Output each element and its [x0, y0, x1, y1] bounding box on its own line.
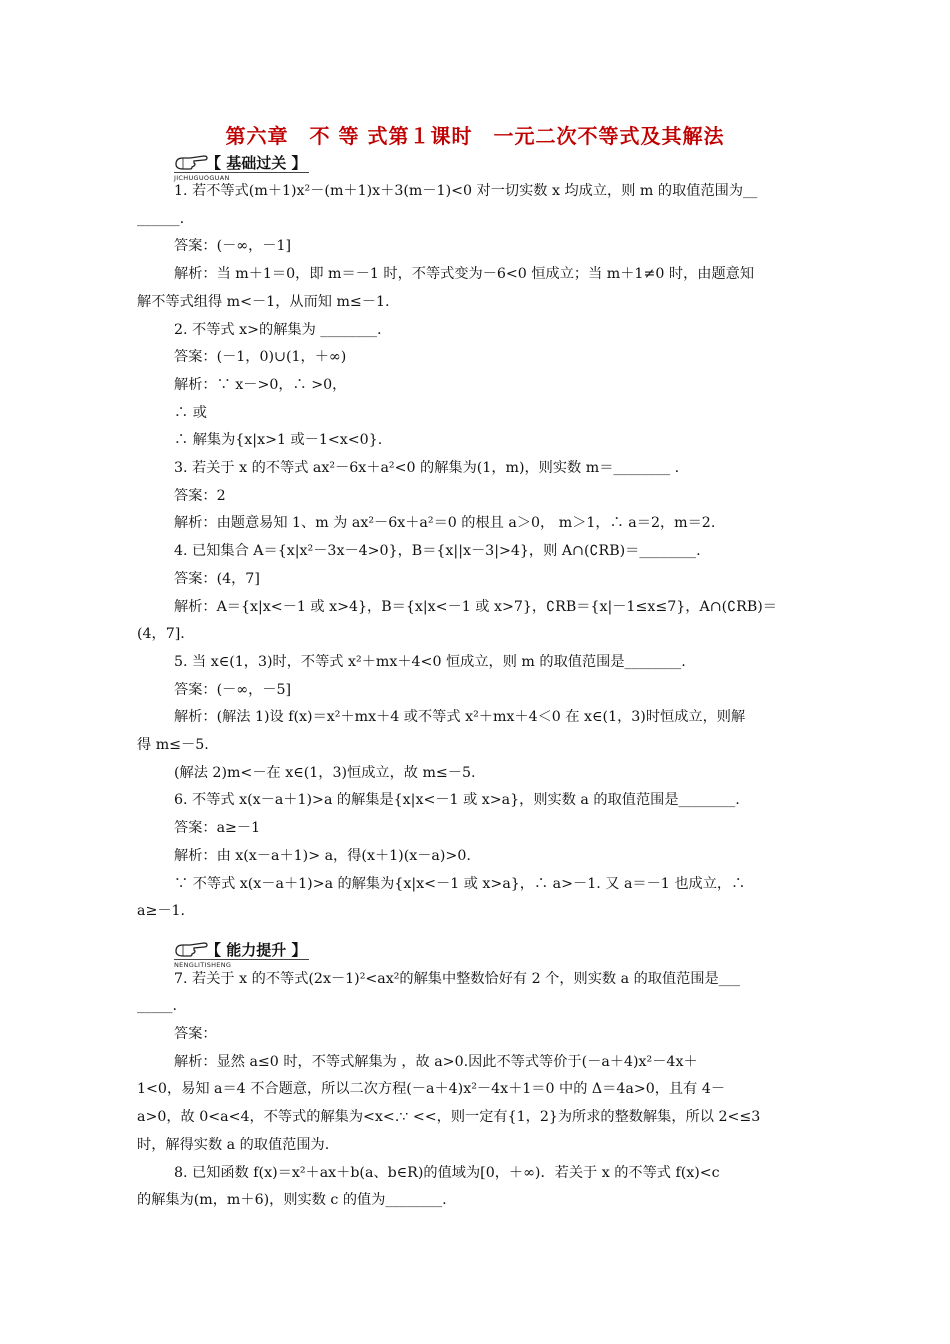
text-line: 解析：∵ x－>0，∴ >0， [174, 377, 347, 393]
text-line: 时，解得实数 a 的取值范围为. [137, 1137, 330, 1153]
section-rule [174, 172, 309, 173]
page-title: 第六章 不 等 式第１课时 一元二次不等式及其解法 [225, 124, 725, 148]
text-line: a≥－1. [137, 903, 186, 919]
text-line: _____. [137, 998, 177, 1014]
text-line: 答案：(－∞，－5] [174, 682, 292, 698]
text-line: 答案：a≥－1 [174, 820, 261, 836]
text-line: (解法 2)m<－在 x∈(1，3)恒成立，故 m≤－5. [174, 765, 476, 781]
text-line: 得 m≤－5. [137, 737, 209, 753]
text-line: 答案：(－1，0)∪(1，＋∞) [174, 349, 347, 365]
text-line: 答案： [174, 1026, 217, 1042]
text-line: 解不等式组得 m<－1，从而知 m≤－1. [137, 294, 390, 310]
text-line: ∴ 或 [174, 405, 207, 421]
text-line: 解析：当 m＋1＝0，即 m＝－1 时，不等式变为－6<0 恒成立；当 m＋1≠0 时，由题意知 [174, 266, 755, 282]
text-line: 6. 不等式 x(x－a＋1)>a 的解集是{x|x<－1 或 x>a}，则实数 a 的取值范围是________. [174, 792, 740, 808]
section-label-advanced: 【 能力提升 】 [206, 941, 307, 959]
pointing-hand-icon [174, 152, 210, 172]
section-sub-basic: JICHUGUOGUAN [174, 174, 230, 182]
text-line: 答案：2 [174, 488, 226, 504]
text-line: 解析：(解法 1)设 f(x)＝x²＋mx＋4 或不等式 x²＋mx＋4＜0 在 x∈(1，3)时恒成立，则解 [174, 709, 746, 725]
text-line: 的解集为(m，m＋6)，则实数 c 的值为________. [137, 1192, 447, 1208]
text-line: 3. 若关于 x 的不等式 ax²－6x＋a²<0 的解集为(1，m)，则实数 m＝________ . [174, 460, 680, 476]
pointing-hand-icon [174, 939, 210, 959]
text-line: 解析：由 x(x－a＋1)> a，得(x＋1)(x－a)>0. [174, 848, 471, 864]
text-line: ∴ 解集为{x|x>1 或－1<x<0}. [174, 432, 383, 448]
text-line: 7. 若关于 x 的不等式(2x－1)²<ax²的解集中整数恰好有 2 个，则实数 a 的取值范围是___ [174, 971, 740, 987]
text-line: 解析：显然 a≤0 时，不等式解集为 ，故 a>0.因此不等式等价于(－a＋4)x²－4x＋ [174, 1054, 698, 1070]
text-line: 1. 若不等式(m＋1)x²－(m＋1)x＋3(m－1)<0 对一切实数 x 均成立，则 m 的取值范围为__ [174, 183, 758, 199]
section-sub-advanced: NENGLITISHENG [174, 961, 232, 969]
text-line: 解析：由题意易知 1、m 为 ax²－6x＋a²＝0 的根且 a＞0， m＞1，∴ a＝2，m＝2. [174, 515, 716, 531]
text-line: 解析：A＝{x|x<－1 或 x>4}，B＝{x|x<－1 或 x>7}，∁RB＝{x|－1≤x≤7}，A∩(∁RB)＝ [174, 599, 777, 615]
section-header-advanced [174, 937, 334, 967]
text-line: 4. 已知集合 A＝{x|x²－3x－4>0}，B＝{x||x－3|>4}，则 A∩(∁RB)＝________. [174, 543, 701, 559]
text-line: (4，7]. [137, 626, 185, 642]
section-header-basic [174, 150, 334, 180]
text-line: 2. 不等式 x>的解集为 ________. [174, 322, 382, 338]
text-line: 5. 当 x∈(1，3)时，不等式 x²＋mx＋4<0 恒成立，则 m 的取值范围是________. [174, 654, 686, 670]
section-label-basic: 【 基础过关 】 [206, 154, 307, 172]
text-line: a>0，故 0<a<4，不等式的解集为<x<.∵ <<，则一定有{1，2}为所求的整数解集，所以 2<≤3 [137, 1109, 761, 1125]
section-rule [174, 959, 309, 960]
text-line: ∵ 不等式 x(x－a＋1)>a 的解集为{x|x<－1 或 x>a}，∴ a>－1. 又 a＝－1 也成立，∴ [174, 876, 746, 892]
text-line: 答案：(－∞，－1] [174, 238, 292, 254]
text-line: ______. [137, 211, 185, 227]
text-line: 8. 已知函数 f(x)＝x²＋ax＋b(a、b∈R)的值域为[0，＋∞)．若关于 x 的不等式 f(x)<c [174, 1165, 720, 1181]
text-line: 1<0，易知 a＝4 不合题意，所以二次方程(－a＋4)x²－4x＋1＝0 中的 Δ＝4a>0，且有 4－ [137, 1081, 726, 1097]
text-line: 答案：(4，7] [174, 571, 260, 587]
